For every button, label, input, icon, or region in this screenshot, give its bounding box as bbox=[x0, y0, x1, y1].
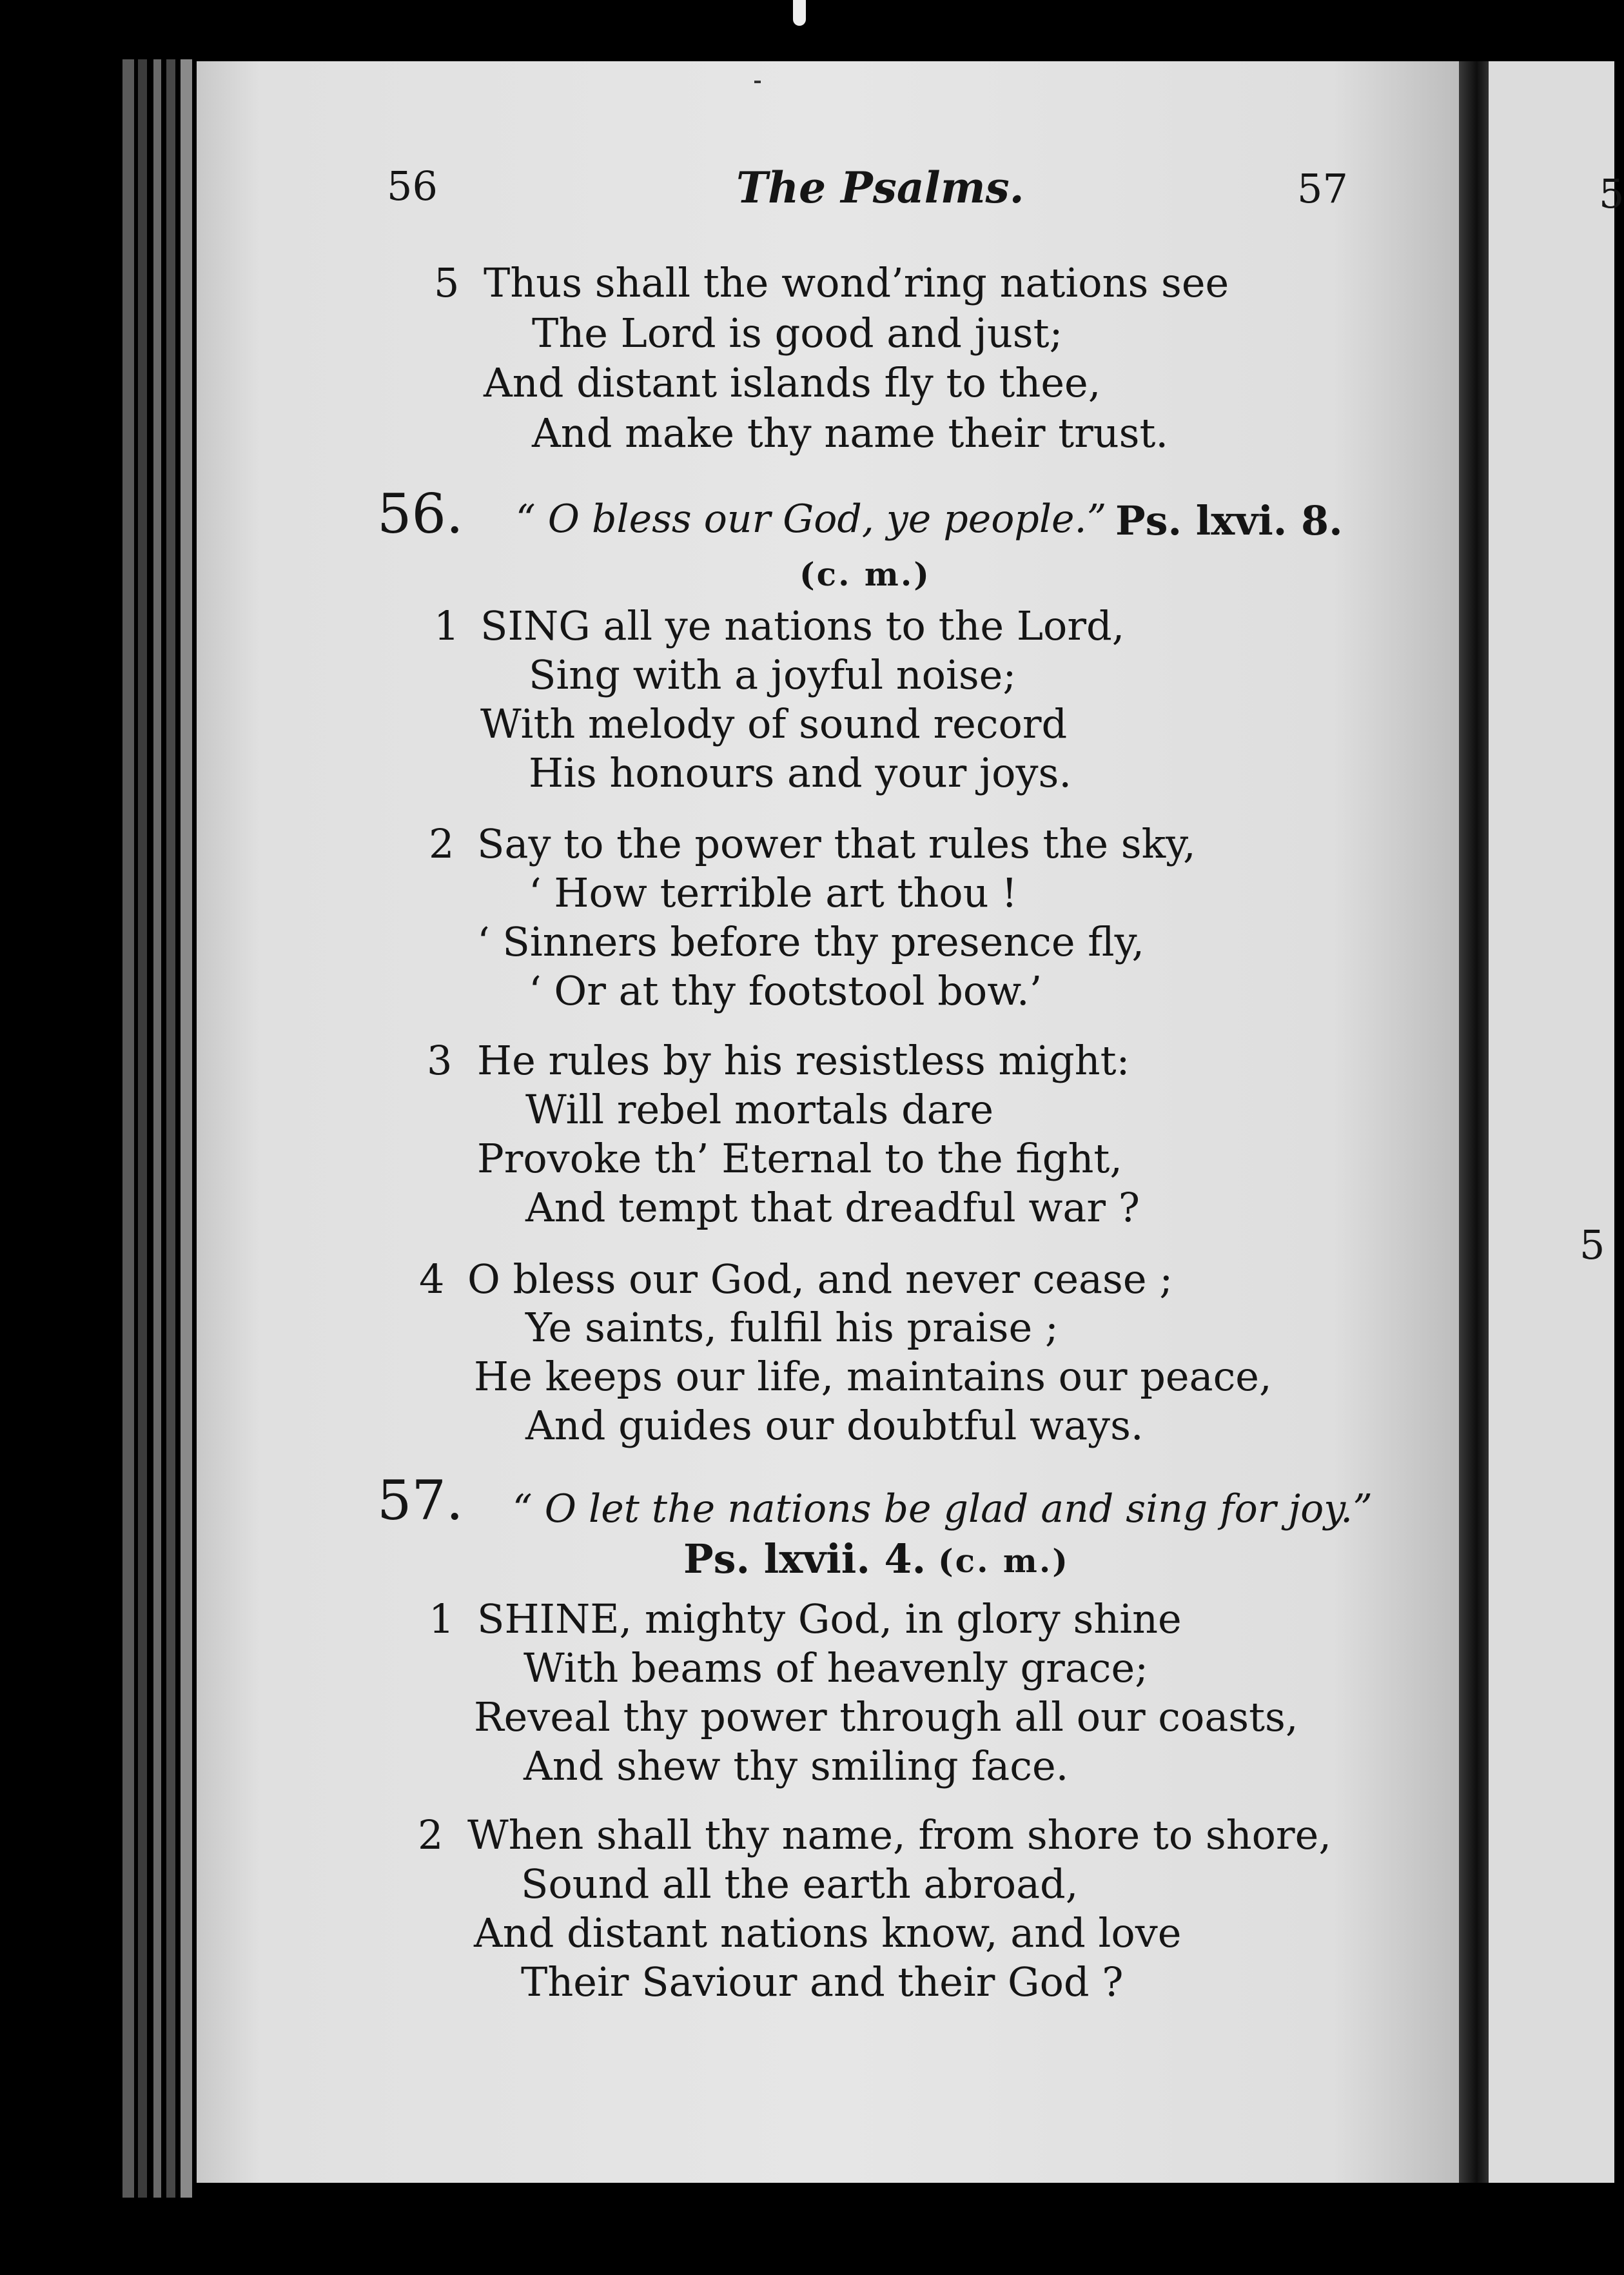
page-edge bbox=[138, 59, 147, 2198]
top-blot bbox=[793, 0, 806, 26]
psalm-reference: Ps. lxvi. 8. bbox=[1115, 497, 1343, 544]
verse-line: O bless our God, and never cease ; bbox=[467, 1256, 1173, 1303]
verse-line: And guides our doubtful ways. bbox=[525, 1402, 1144, 1449]
page-number-left: 56 bbox=[387, 162, 438, 210]
verse-line: Ye saints, fulfil his praise ; bbox=[525, 1304, 1059, 1351]
page-edge bbox=[166, 59, 175, 2198]
page-edge bbox=[181, 59, 192, 2198]
verse-line: Reveal thy power through all our coasts, bbox=[474, 1693, 1298, 1740]
verse-number: 2 bbox=[429, 820, 455, 867]
verse-number: 1 bbox=[429, 1595, 455, 1642]
verse-line: Provoke th’ Eternal to the fight, bbox=[477, 1135, 1122, 1182]
verse-line: Their Saviour and their God ? bbox=[521, 1958, 1124, 2005]
verse-line: Will rebel mortals dare bbox=[525, 1086, 994, 1133]
verse-line: ‘ Sinners before thy presence fly, bbox=[477, 918, 1145, 965]
running-title: The Psalms. bbox=[736, 162, 1024, 213]
verse-number: 1 bbox=[434, 602, 460, 649]
verse-line: He keeps our life, maintains our peace, bbox=[474, 1353, 1272, 1400]
verse-line: The Lord is good and just; bbox=[532, 310, 1063, 357]
facing-page bbox=[1489, 61, 1614, 2183]
page-edge bbox=[153, 59, 161, 2198]
verse-line: SHINE, mighty God, in glory shine bbox=[477, 1595, 1182, 1642]
verse-number: 3 bbox=[427, 1037, 453, 1084]
facing-page-hymn-number: 5 bbox=[1580, 1221, 1605, 1268]
verse-line: ‘ How terrible art thou ! bbox=[529, 869, 1018, 916]
verse-line: ‘ Or at thy footstool bow.’ bbox=[529, 967, 1042, 1014]
verse-line: He rules by his resistless might: bbox=[477, 1037, 1130, 1084]
verse-line: Sing with a joyful noise; bbox=[529, 651, 1017, 698]
hymn-number: 56. bbox=[377, 482, 464, 546]
verse-line: Say to the power that rules the sky, bbox=[477, 820, 1196, 867]
page-number-right: 57 bbox=[1297, 165, 1348, 212]
hymn-motto: “ O let the nations be glad and sing for joy.” bbox=[513, 1486, 1373, 1531]
verse-line: With melody of sound record bbox=[480, 700, 1068, 747]
verse-line: Thus shall the wond’ring nations see bbox=[484, 259, 1229, 306]
verse-line: And distant nations know, and love bbox=[474, 1909, 1182, 1956]
hymn-motto: “ O bless our God, ye people.” bbox=[516, 497, 1107, 542]
meter-label: (c. m.) bbox=[938, 1542, 1070, 1580]
verse-line: And tempt that dreadful war ? bbox=[525, 1184, 1140, 1231]
verse-number: 4 bbox=[419, 1256, 445, 1303]
hymn-number: 57. bbox=[377, 1469, 464, 1532]
facing-page-number: 5 bbox=[1599, 170, 1624, 217]
verse-line: With beams of heavenly grace; bbox=[523, 1644, 1149, 1691]
verse-line: And distant islands fly to thee, bbox=[484, 359, 1101, 406]
verse-line: Sound all the earth abroad, bbox=[521, 1860, 1079, 1907]
page-edge bbox=[122, 59, 134, 2198]
verse-line: His honours and your joys. bbox=[529, 749, 1072, 796]
book-gutter bbox=[1459, 61, 1489, 2183]
meter-label: (c. m.) bbox=[799, 555, 931, 593]
verse-line: SING all ye nations to the Lord, bbox=[480, 602, 1125, 649]
ink-mark bbox=[754, 81, 761, 83]
verse-line: When shall thy name, from shore to shore, bbox=[467, 1811, 1332, 1858]
psalm-reference: Ps. lxvii. 4. bbox=[683, 1535, 926, 1582]
verse-line: And make thy name their trust. bbox=[532, 409, 1169, 457]
verse-line: And shew thy smiling face. bbox=[523, 1742, 1069, 1789]
verse-number: 2 bbox=[418, 1811, 444, 1858]
verse-number: 5 bbox=[434, 259, 460, 306]
